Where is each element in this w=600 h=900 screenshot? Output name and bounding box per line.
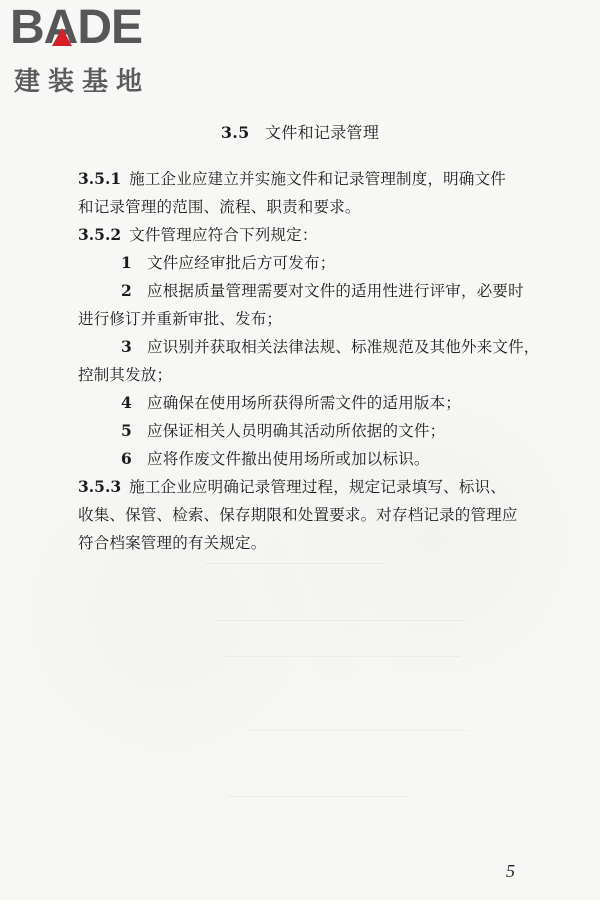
- list-item: [78, 389, 548, 417]
- item-text-line: 应确保在使用场所获得所需文件的适用版本；: [147, 394, 462, 412]
- clause-3-5-1: [78, 165, 548, 221]
- logo-subtitle: 建装基地: [14, 67, 151, 97]
- clause-number: 3.5.3: [78, 477, 122, 496]
- brand-logo: [10, 1, 175, 100]
- ghost-line: [205, 563, 385, 564]
- clause-text-line: 和记录管理的范围、流程、职责和要求。: [78, 198, 361, 216]
- item-text-line: 控制其发放；: [78, 366, 173, 384]
- document-body: [78, 165, 548, 557]
- item-text-line: 进行修订并重新审批、发布；: [78, 310, 283, 328]
- item-number: 3: [121, 337, 132, 356]
- list-item: [78, 333, 548, 389]
- ghost-line: [225, 656, 460, 657]
- clause-number: 3.5.2: [78, 225, 122, 244]
- item-text-line: 文件应经审批后方可发布；: [147, 254, 336, 272]
- item-number: 5: [121, 421, 132, 440]
- item-text-line: 应识别并获取相关法律法规、标准规范及其他外来文件，: [147, 338, 540, 356]
- logo-letter-d: D: [77, 1, 112, 54]
- item-number: 2: [121, 281, 132, 300]
- item-number: 4: [121, 393, 132, 412]
- brand-letters: [10, 1, 143, 54]
- logo-letter-a: A: [43, 1, 78, 54]
- item-number: 6: [121, 449, 132, 468]
- list-item: [78, 249, 548, 277]
- list-item: [78, 445, 548, 473]
- page-number: 5: [506, 861, 515, 881]
- logo-letter-b: B: [10, 1, 44, 54]
- logo-accent-triangle: [52, 28, 72, 46]
- item-number: 1: [121, 253, 132, 272]
- list-item: [78, 277, 548, 333]
- section-number: 3.5: [220, 123, 250, 142]
- clause-text-line: 文件管理应符合下列规定：: [129, 226, 318, 244]
- item-text-line: 应根据质量管理需要对文件的适用性进行评审，必要时: [147, 282, 524, 300]
- clause-text-line: 施工企业应明确记录管理过程，规定记录填写、标识、: [129, 478, 506, 496]
- ghost-line: [215, 620, 465, 621]
- ghost-line: [228, 796, 408, 797]
- section-title: [0, 123, 600, 143]
- clause-3-5-2: [78, 221, 548, 249]
- section-heading: 文件和记录管理: [265, 123, 380, 142]
- item-text-line: 应将作废文件撤出使用场所或加以标识。: [147, 450, 430, 468]
- clause-text-line: 符合档案管理的有关规定。: [78, 534, 267, 552]
- clause-text-line: 收集、保管、检索、保存期限和处置要求。对存档记录的管理应: [78, 506, 518, 524]
- logo-letter-e: E: [111, 1, 143, 54]
- item-text-line: 应保证相关人员明确其活动所依据的文件；: [147, 422, 446, 440]
- clause-number: 3.5.1: [78, 169, 122, 188]
- ghost-line: [248, 730, 468, 731]
- list-item: [78, 417, 548, 445]
- clause-text-line: 施工企业应建立并实施文件和记录管理制度，明确文件: [129, 170, 506, 188]
- clause-3-5-3: [78, 473, 548, 557]
